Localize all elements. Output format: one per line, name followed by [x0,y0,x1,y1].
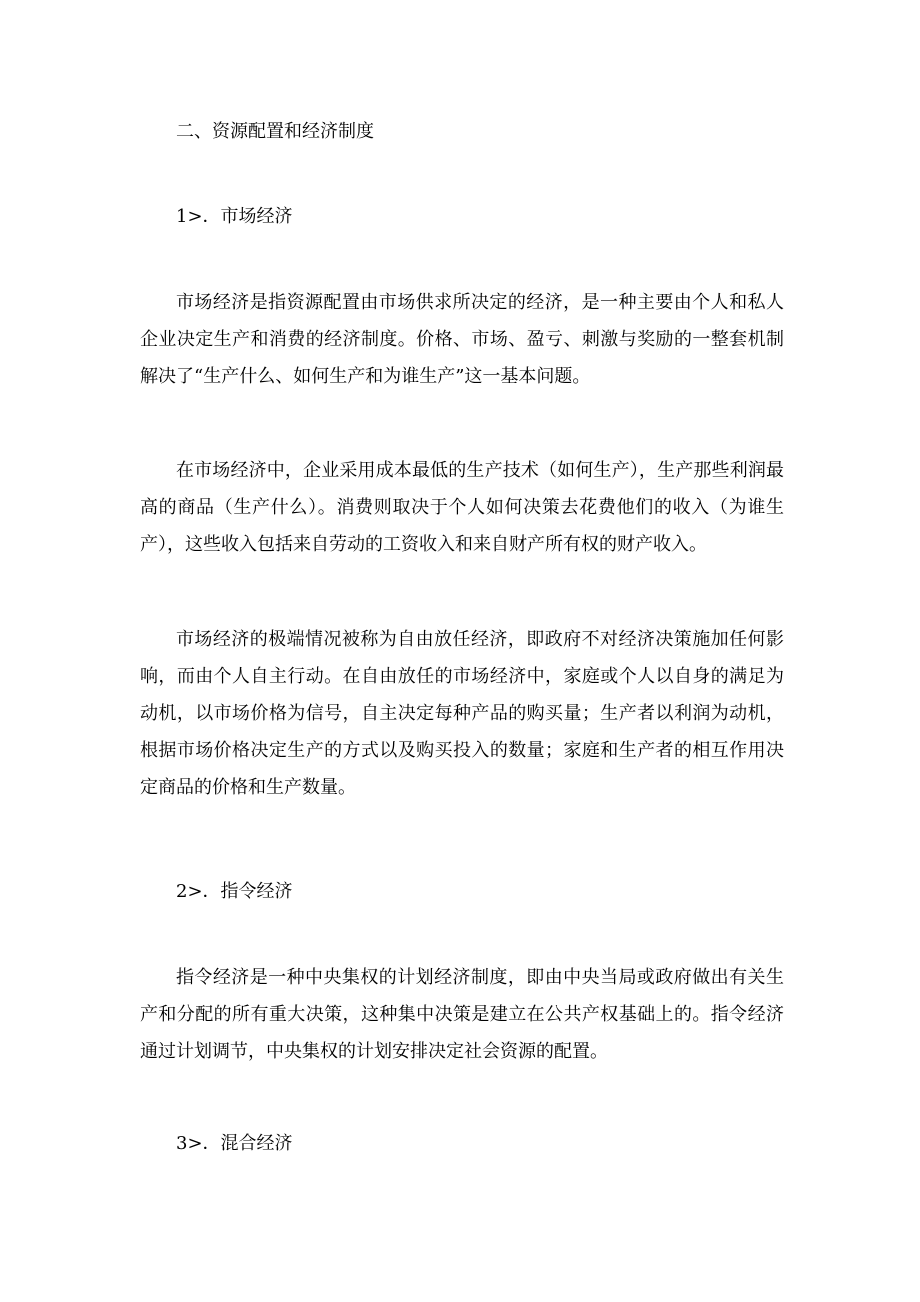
subsection-title-market-economy: 1>．市场经济 [176,206,293,227]
paragraph-market-economy-firms: 在市场经济中，企业采用成本最低的生产技术（如何生产），生产那些利润最高的商品（生产什么）。消费则取决于个人如何决策去花费他们的收入（为谁生产），这些收入包括来自劳动的工资收入和来自财产所有权的财产收入。 [140,460,784,555]
paragraph-market-economy-definition: 市场经济是指资源配置由市场供求所决定的经济，是一种主要由个人和私人企业决定生产和消费的经济制度。价格、市场、盈亏、刺激与奖励的一整套机制解决了“生产什么、如何生产和为谁生产”这一基本问题。 [140,292,784,387]
subsection-title-command-economy: 2>．指令经济 [176,881,293,902]
paragraph-laissez-faire: 市场经济的极端情况被称为自由放任经济，即政府不对经济决策施加任何影响，而由个人自主行动。在自由放任的市场经济中，家庭或个人以自身的满足为动机，以市场价格为信号，自主决定每种产品的购买量；生产者以利润为动机，根据市场价格决定生产的方式以及购买投入的数量；家庭和生产者的相互作用决定商品的价格和生产数量。 [140,629,784,798]
paragraph-command-economy-definition: 指令经济是一种中央集权的计划经济制度，即由中央当局或政府做出有关生产和分配的所有重大决策，这种集中决策是建立在公共产权基础上的。指令经济通过计划调节，中央集权的计划安排决定社会资源的配置。 [140,967,784,1062]
subsection-title-mixed-economy: 3>．混合经济 [176,1133,293,1154]
section-title: 二、资源配置和经济制度 [176,121,374,142]
